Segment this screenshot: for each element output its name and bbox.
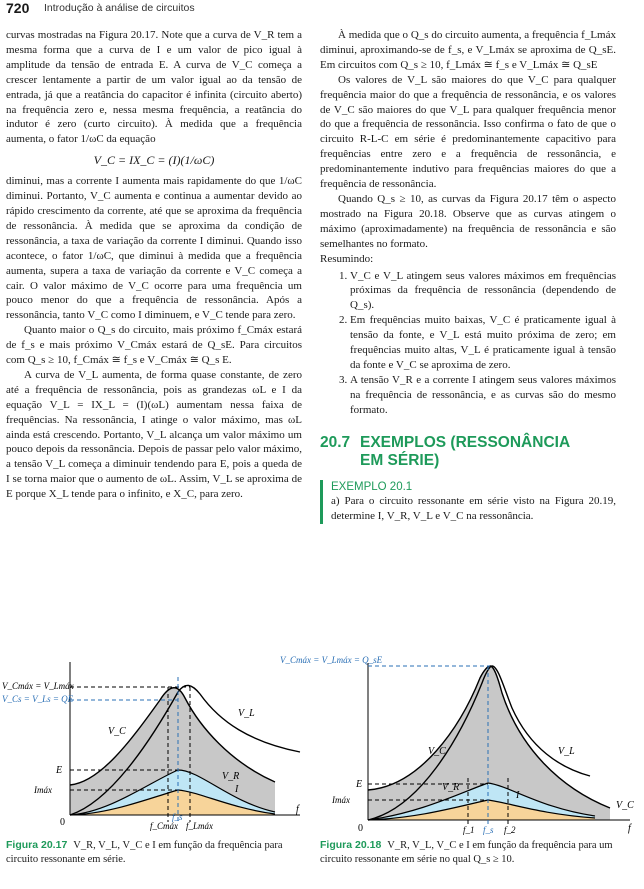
figure-20-17-caption	[6, 838, 306, 867]
curve-label-vr: V_R	[222, 771, 240, 782]
paragraph: Os valores de V_L são maiores do que V_C para qualquer frequência maior do que a frequência de ressonância, e os valores de V_C são maiores do que V_L para qualquer frequência menor do que a frequência de ressonância. Isso confirma o fato de que o circuito R-L-C em série é predominantemente capacitivo para frequências entre zero e a frequência de ressonância, e predominantemente indutivo para frequências maiores do que a frequência de ressonância.	[320, 73, 616, 191]
curve-label-vc: V_C	[108, 726, 126, 737]
curve-label-i: I	[516, 790, 520, 801]
equation: V_C = IX_C = (I)(1/ωC)	[93, 153, 215, 168]
x-label-flmax: f_Lmáx	[186, 821, 213, 831]
section-heading	[320, 434, 616, 470]
running-title: Introdução à análise de circuitos	[44, 2, 195, 14]
summary-label: Resumindo:	[320, 252, 374, 265]
list-item: 3. A tensão V_R e a corrente I atingem seus valores máximos na frequência de ressonância, e as curvas são do mesmo formato.	[350, 373, 616, 418]
figure-20-17-plot	[0, 632, 310, 832]
section-title-line1: EXEMPLOS (RESSONÂNCIA	[360, 433, 571, 451]
paragraph: curvas mostradas na Figura 20.17. Note que a curva de V_R tem a mesma forma que a curva de I e um valor de pico igual à amplitude da tensão de entrada E. A curva de V_C começa a crescer lentamente a partir de um valor igual ao da tensão de entrada, já que a reatância do capacitor é infinita (circuito aberto) na frequência zero e, nessa mesma frequência, a reatância do indutor é zero (curto circuito). À medida que a frequência aumenta, o fator 1/ωC da equação	[6, 29, 302, 146]
origin-label: 0	[60, 817, 65, 828]
example-box	[320, 480, 616, 525]
x-label-fs: f_s	[483, 825, 494, 835]
origin-label: 0	[358, 823, 363, 834]
figure-20-18-plot	[280, 648, 640, 835]
figure-20-18-caption	[320, 838, 630, 867]
curve-label-vc: V_C	[428, 746, 446, 757]
left-column	[6, 28, 302, 502]
curve-label-vc-right: V_C	[616, 800, 634, 811]
paragraph: À medida que o Q_s do circuito aumenta, a frequência f_Lmáx diminui, aproximando-se de f_s, e V_Lmáx se aproxima de Q_sE. Em circuitos com Q_s ≥ 10, f_Lmáx ≅ f_s e V_Lmáx ≅ Q_sE	[320, 29, 616, 71]
x-label-f: f	[628, 823, 631, 834]
example-text: a) Para o circuito ressonante em série visto na Figura 20.19, determine I, V_R, V_L e V_C na ressonância.	[331, 495, 616, 523]
y-label-imax: Imáx	[332, 795, 350, 805]
caption-text: V_R, V_L, V_C e I em função da frequência para circuito ressonante em série.	[6, 840, 283, 865]
curve-label-vl: V_L	[558, 746, 575, 757]
x-label-f2: f_2	[504, 825, 516, 835]
figure-20-18	[280, 648, 640, 839]
paragraph: Quanto maior o Q_s do circuito, mais próximo f_Cmáx estará de f_s e mais próximo V_Cmáx estará de Q_sE. Para circuitos com Q_s ≥ 10, f_Cmáx ≅ f_s e V_Cmáx ≅ Q_s E.	[6, 324, 302, 367]
y-label-vmax: V_Cmáx = V_Lmáx = Q_sE	[280, 655, 383, 665]
list-item: 2. Em frequências muito baixas, V_C é praticamente igual à tensão da fonte, e V_L está muito próxima de zero; em frequências muito altas, V_L é praticamente igual à tensão da fonte e V_C se aproxima de zero.	[350, 313, 616, 373]
figure-label: Figura 20.17	[6, 839, 68, 851]
section-number: 20.7	[320, 433, 351, 451]
caption-text: V_R, V_L, V_C e I em função da frequência para um circuito ressonante em série no qual Q_s ≥ 10.	[320, 840, 613, 865]
example-title: EXEMPLO 20.1	[331, 480, 413, 493]
list-item: 1. V_C e V_L atingem seus valores máximos em frequências próximas da frequência de ressonância (dependendo de Q_s).	[350, 269, 616, 314]
right-column	[320, 28, 616, 524]
curve-label-vl: V_L	[238, 708, 255, 719]
y-label-vmax: V_Cmáx = V_Lmáx	[2, 681, 74, 691]
y-label-e: E	[56, 765, 63, 776]
figure-label: Figura 20.18	[320, 839, 382, 851]
y-label-qe: V_Cs = V_Ls = QE	[2, 694, 74, 704]
y-label-e: E	[356, 779, 363, 790]
curve-label-vr: V_R	[442, 782, 460, 793]
x-label-fs: f_s	[172, 812, 183, 822]
paragraph: Quando Q_s ≥ 10, as curvas da Figura 20.17 têm o aspecto mostrado na Figura 20.18. Observe que as curvas atingem o máximo (aproximadamente) na frequência de ressonância e são semelhantes no formato.	[320, 192, 616, 250]
paragraph: A curva de V_L aumenta, de forma quase constante, de zero até a frequência de ressonância, pois as grandezas ωL e I da equação V_L = IX_L = (I)(ωL) aumentam nessa faixa de frequências. Na ressonância, I atinge o valor máximo, mas ωL ainda está crescendo. Portanto, V_L alcança um valor máximo um pouco depois da ressonância. Depois de passar pelo valor máximo, a tensão V_L começa a diminuir tendendo para E, pois a queda de I se torna maior que o aumento de ωL. Assim, V_L se aproxima de E porque X_L tende para o infinito, e X_C, para zero.	[6, 368, 302, 501]
x-label-f: f	[296, 804, 299, 815]
section-title-line2: EM SÉRIE)	[360, 451, 440, 469]
page-number: 720	[6, 0, 30, 16]
x-label-fcmax: f_Cmáx	[150, 821, 178, 831]
summary-list	[320, 269, 616, 418]
x-label-f1: f_1	[463, 825, 475, 835]
curve-label-i: I	[235, 784, 239, 795]
y-label-imax: Imáx	[34, 785, 52, 795]
page-header	[0, 0, 644, 18]
paragraph: diminui, mas a corrente I aumenta mais rapidamente do que 1/ωC diminui. Portanto, V_C aumenta e continua a aumentar devido ao rápido crescimento da corrente, até que se aproxima da frequência de ressonância. À medida que se aproxima da condição de ressonância, a taxa de variação da corrente I diminui. Quando isso acontece, o fator 1/ωC, que diminui à medida que a frequência aumenta, supera a taxa de variação da corrente e V_C começa a cair. O valor máximo de V_C ocorre para uma frequência um pouco menor do que a frequência de ressonância. Após a ressonância, tanto V_C como I diminuem, e V_C tende para zero.	[6, 175, 302, 322]
figure-20-17	[0, 632, 310, 837]
